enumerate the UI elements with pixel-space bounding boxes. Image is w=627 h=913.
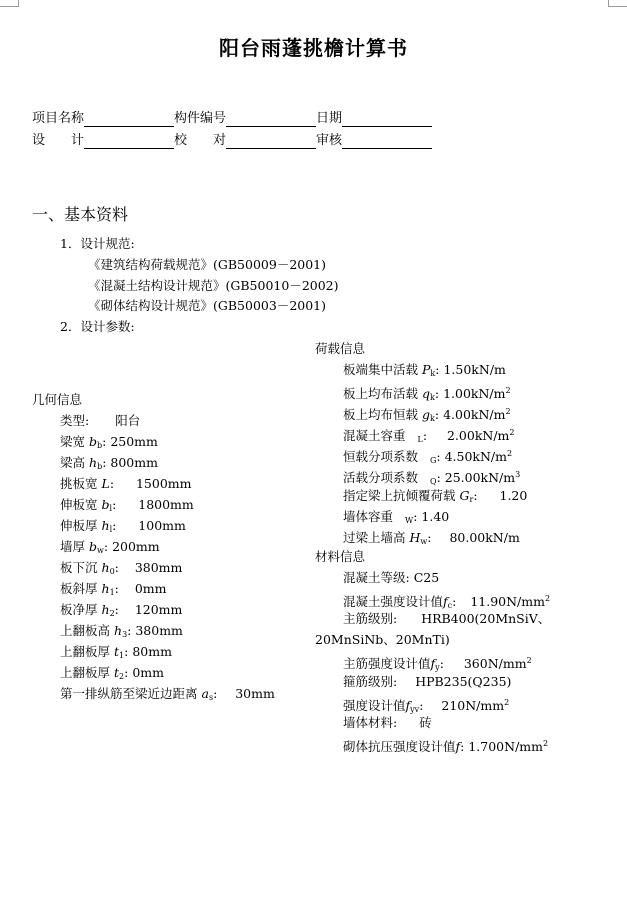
param-value: 4.00kN/m — [443, 407, 506, 422]
param-value: 380mm — [134, 560, 183, 575]
date-label: 日期 — [316, 111, 343, 126]
param-subscript: r — [469, 495, 474, 504]
param-label: 上翻板高 — [60, 623, 111, 638]
param-symbol: h — [89, 455, 98, 470]
spec-item: 《混凝土结构设计规范》(GB50010－2002) — [88, 278, 339, 293]
param-subscript: Q — [430, 477, 437, 486]
param-subscript: b — [97, 462, 103, 471]
param-label: 板下沉 — [60, 560, 98, 575]
param-subscript: 3 — [122, 630, 128, 639]
param-value: 1800mm — [138, 497, 194, 512]
ext-width-row: 伸板宽 $b_l$: 1800mm — [60, 497, 194, 513]
param-label: 梁高 — [60, 455, 86, 470]
type-value: 阳台 — [115, 413, 141, 428]
gw-row: 墙体容重 $_W$: 1.40 — [343, 509, 450, 525]
param-value: 1.20 — [499, 488, 528, 503]
param-symbol: h — [101, 602, 110, 617]
beam-width-row: 梁宽 $b_b$: 250mm — [60, 434, 158, 450]
param-value: 25.00kN/m — [444, 470, 516, 485]
conc-grade-row — [343, 570, 439, 586]
param-subscript: c — [447, 601, 453, 610]
main-bar-cont: 20MnSiNb、20MnTi) — [315, 632, 450, 647]
param-value: 0mm — [134, 581, 167, 596]
param-subscript: y — [435, 663, 440, 672]
param-label: 活载分项系数 — [343, 470, 419, 485]
param-label: 板端集中活载 — [343, 362, 419, 377]
param-subscript: b — [97, 441, 103, 450]
param-symbol: h — [101, 581, 110, 596]
param-superscript: 2 — [505, 407, 511, 416]
param-symbol: h — [101, 560, 110, 575]
param-symbol: f — [443, 594, 448, 609]
param-label: 伸板厚 — [60, 518, 98, 533]
param-subscript: 2 — [109, 609, 115, 618]
param-value: 80mm — [132, 644, 172, 659]
param-subscript: 2 — [119, 672, 125, 681]
param-label: 上翻板厚 — [60, 644, 111, 659]
spec-item: 《砌体结构设计规范》(GB50003－2001) — [88, 298, 327, 313]
param-symbol: b — [101, 497, 110, 512]
param-subscript: k — [430, 369, 436, 378]
param-subscript: W — [405, 516, 414, 525]
param-value: 1.700N/mm — [468, 739, 543, 754]
param-subscript: w — [420, 537, 428, 546]
slab-drop-row: 板下沉 $h_0$: 380mm — [60, 560, 183, 576]
param-label: 板上均布恒载 — [343, 407, 419, 422]
param-label: 梁宽 — [60, 434, 86, 449]
param-superscript: 2 — [526, 656, 532, 665]
fyv-row: 强度设计值$f_{yv}$: $210N/mm^2$ — [343, 698, 510, 714]
param-value: 380mm — [135, 623, 183, 638]
param-superscript: 2 — [544, 594, 551, 603]
gq-row: 活载分项系数 $_Q$: $25.00kN/m^3$ — [343, 470, 521, 486]
design-field[interactable] — [84, 134, 174, 149]
up-thick1-row: 上翻板厚 $t_1$: 80mm — [60, 644, 172, 660]
check-field[interactable] — [226, 134, 316, 149]
param-superscript: 2 — [504, 698, 510, 707]
param-label: 墙厚 — [60, 539, 86, 554]
param-superscript: 2 — [542, 739, 549, 748]
param-symbol: g — [422, 407, 431, 422]
spec-label: 1．设计规范: — [60, 236, 135, 251]
param-value: 80.00kN/m — [449, 530, 520, 545]
param-value: 1.50kN/m — [443, 362, 506, 377]
param-label: 板上均布活载 — [343, 386, 419, 401]
param-value: 2.00kN/m — [446, 428, 510, 443]
type-label: 类型: — [60, 413, 90, 428]
param-value: 1500mm — [135, 476, 192, 491]
params-label: 2．设计参数: — [60, 319, 135, 334]
fy-row: 主筋强度设计值$f_y$: $360N/mm^2$ — [343, 656, 532, 672]
param-label: 主筋强度设计值 — [343, 656, 431, 671]
param-label: 强度设计值 — [343, 698, 406, 713]
param-superscript: 2 — [505, 386, 511, 395]
param-subscript: k — [430, 393, 435, 402]
param-value: 4.50kN/m — [444, 449, 507, 464]
param-label: 上翻板厚 — [60, 665, 111, 680]
param-symbol: a — [201, 686, 209, 701]
param-label: 箍筋级别: — [343, 674, 398, 689]
up-thick2-row: 上翻板厚 $t_2$: 0mm — [60, 665, 164, 681]
cover-row: 第一排纵筋至梁近边距离 $a_s$: 30mm — [60, 686, 275, 702]
wall-mat-row — [343, 715, 432, 731]
param-value: 30mm — [235, 686, 275, 701]
gg-row: 恒载分项系数 $_G$: $4.50kN/m^2$ — [343, 449, 513, 465]
param-label: 指定梁上抗倾覆荷载 — [343, 488, 456, 503]
param-value: 250mm — [110, 434, 158, 449]
param-symbol: f — [430, 656, 436, 671]
type-row — [60, 413, 140, 429]
param-value: 1.40 — [421, 509, 450, 524]
ext-thick-row: 伸板厚 $h_l$: 100mm — [60, 518, 186, 534]
spec-item: 《建筑结构荷载规范》(GB50009－2001) — [88, 257, 327, 272]
project-name-label: 项目名称 — [32, 111, 85, 126]
param-label: 第一排纵筋至梁近边距离 — [60, 686, 198, 701]
load-heading: 荷载信息 — [315, 341, 366, 356]
param-subscript: l — [109, 504, 113, 513]
param-subscript: l — [109, 525, 113, 534]
review-label: 审核 — [316, 133, 343, 148]
param-subscript: 1 — [109, 588, 115, 597]
up-height-row: 上翻板高 $h_3$: 380mm — [60, 623, 183, 639]
hw-row: 过梁上墙高 $H_w$: 80.00kN/m — [343, 530, 520, 546]
stirrup-row — [343, 674, 511, 690]
fm-row: 砌体抗压强度设计值f: $1.700N/mm^2$ — [343, 739, 549, 754]
member-no-field[interactable] — [226, 112, 316, 127]
param-symbol: L — [101, 476, 110, 491]
param-value: 100mm — [138, 518, 186, 533]
param-label: 墙体材料: — [343, 715, 398, 730]
param-superscript: 2 — [507, 449, 513, 458]
param-superscript: 2 — [509, 428, 515, 437]
header-row-2 — [32, 133, 432, 149]
review-field[interactable] — [342, 134, 432, 149]
param-subscript: L — [417, 435, 423, 444]
param-value: 360N/mm — [463, 656, 527, 671]
header-row-1 — [32, 111, 432, 127]
param-symbol: h — [114, 623, 123, 638]
param-subscript: yv — [410, 705, 420, 714]
param-subscript: G — [430, 456, 437, 465]
member-no-label: 构件编号 — [174, 111, 227, 126]
fc-row: 混凝土强度设计值$f_c$: $11.90N/mm^2$ — [343, 594, 551, 610]
wall-thick-row: 墙厚 $b_w$: 200mm — [60, 539, 160, 555]
param-symbol: q — [422, 386, 431, 401]
g-row: 板上均布恒载 $g_k$: $4.00kN/m^2$ — [343, 407, 511, 423]
date-field[interactable] — [342, 112, 432, 127]
param-label: 过梁上墙高 — [343, 530, 406, 545]
param-symbol: P — [422, 362, 431, 377]
param-value: 0mm — [132, 665, 164, 680]
param-symbol: t — [114, 644, 120, 659]
param-label: 恒载分项系数 — [343, 449, 419, 464]
param-value: 11.90N/mm — [470, 594, 545, 609]
param-value: HRB400(20MnSiV、 — [421, 611, 551, 626]
gc-row: 混凝土容重 $_L$: $2.00kN/m^2$ — [343, 428, 515, 444]
section-heading: 一、基本资料 — [32, 205, 129, 224]
slope-thick-row: 板斜厚 $h_1$: 0mm — [60, 581, 167, 597]
geometry-heading: 几何信息 — [32, 392, 83, 407]
param-symbol: b — [89, 434, 98, 449]
param-label: 墙体容重 — [343, 509, 394, 524]
param-label: 板斜厚 — [60, 581, 98, 596]
check-label: 校 对 — [174, 133, 227, 148]
page-corner-mark — [0, 0, 19, 7]
page-corner-mark — [608, 0, 627, 7]
param-value: 800mm — [110, 455, 158, 470]
param-label: 混凝土强度设计值 — [343, 594, 444, 609]
q-row: 板上均布活载 $q_k$: $1.00kN/m^2$ — [343, 386, 511, 402]
main-bar-row — [343, 611, 550, 627]
material-heading: 材料信息 — [315, 549, 366, 564]
param-symbol: f — [405, 698, 411, 713]
param-symbol: f — [455, 739, 461, 754]
param-superscript: 3 — [515, 470, 521, 479]
p-row: 板端集中活载 $P_k$: 1.50kN/m — [343, 362, 506, 378]
design-label: 设 计 — [32, 133, 85, 148]
param-symbol: G — [459, 488, 470, 503]
param-label: 伸板宽 — [60, 497, 98, 512]
param-value: 210N/mm — [441, 698, 505, 713]
net-thick-row: 板净厚 $h_2$: 120mm — [60, 602, 183, 618]
gt-row: 指定梁上抗倾覆荷载 $G_r$: 1.20 — [343, 488, 528, 504]
project-name-field[interactable] — [84, 112, 174, 127]
beam-height-row: 梁高 $h_b$: 800mm — [60, 455, 158, 471]
param-symbol: t — [114, 665, 120, 680]
param-subscript: w — [97, 546, 104, 555]
param-value: 200mm — [112, 539, 160, 554]
param-label: 主筋级别: — [343, 611, 398, 626]
param-symbol: H — [409, 530, 421, 545]
param-label: 混凝土等级: — [343, 570, 410, 585]
document-title: 阳台雨蓬挑檐计算书 — [219, 36, 408, 60]
param-value: 1.00kN/m — [443, 386, 506, 401]
param-label: 板净厚 — [60, 602, 98, 617]
param-symbol: b — [89, 539, 98, 554]
param-label: 混凝土容重 — [343, 428, 406, 443]
param-subscript: s — [208, 693, 214, 702]
param-subscript: 0 — [109, 567, 115, 576]
param-subscript: k — [430, 414, 435, 423]
cant-width-row: 挑板宽 L: 1500mm — [60, 476, 192, 491]
param-label: 挑板宽 — [60, 476, 98, 491]
param-label: 砌体抗压强度设计值 — [343, 739, 456, 754]
param-symbol: h — [101, 518, 110, 533]
param-subscript: 1 — [119, 651, 125, 660]
param-value: 砖 — [419, 715, 432, 730]
param-value: HPB235(Q235) — [415, 674, 512, 689]
param-value: 120mm — [134, 602, 183, 617]
param-value: C25 — [413, 570, 440, 585]
